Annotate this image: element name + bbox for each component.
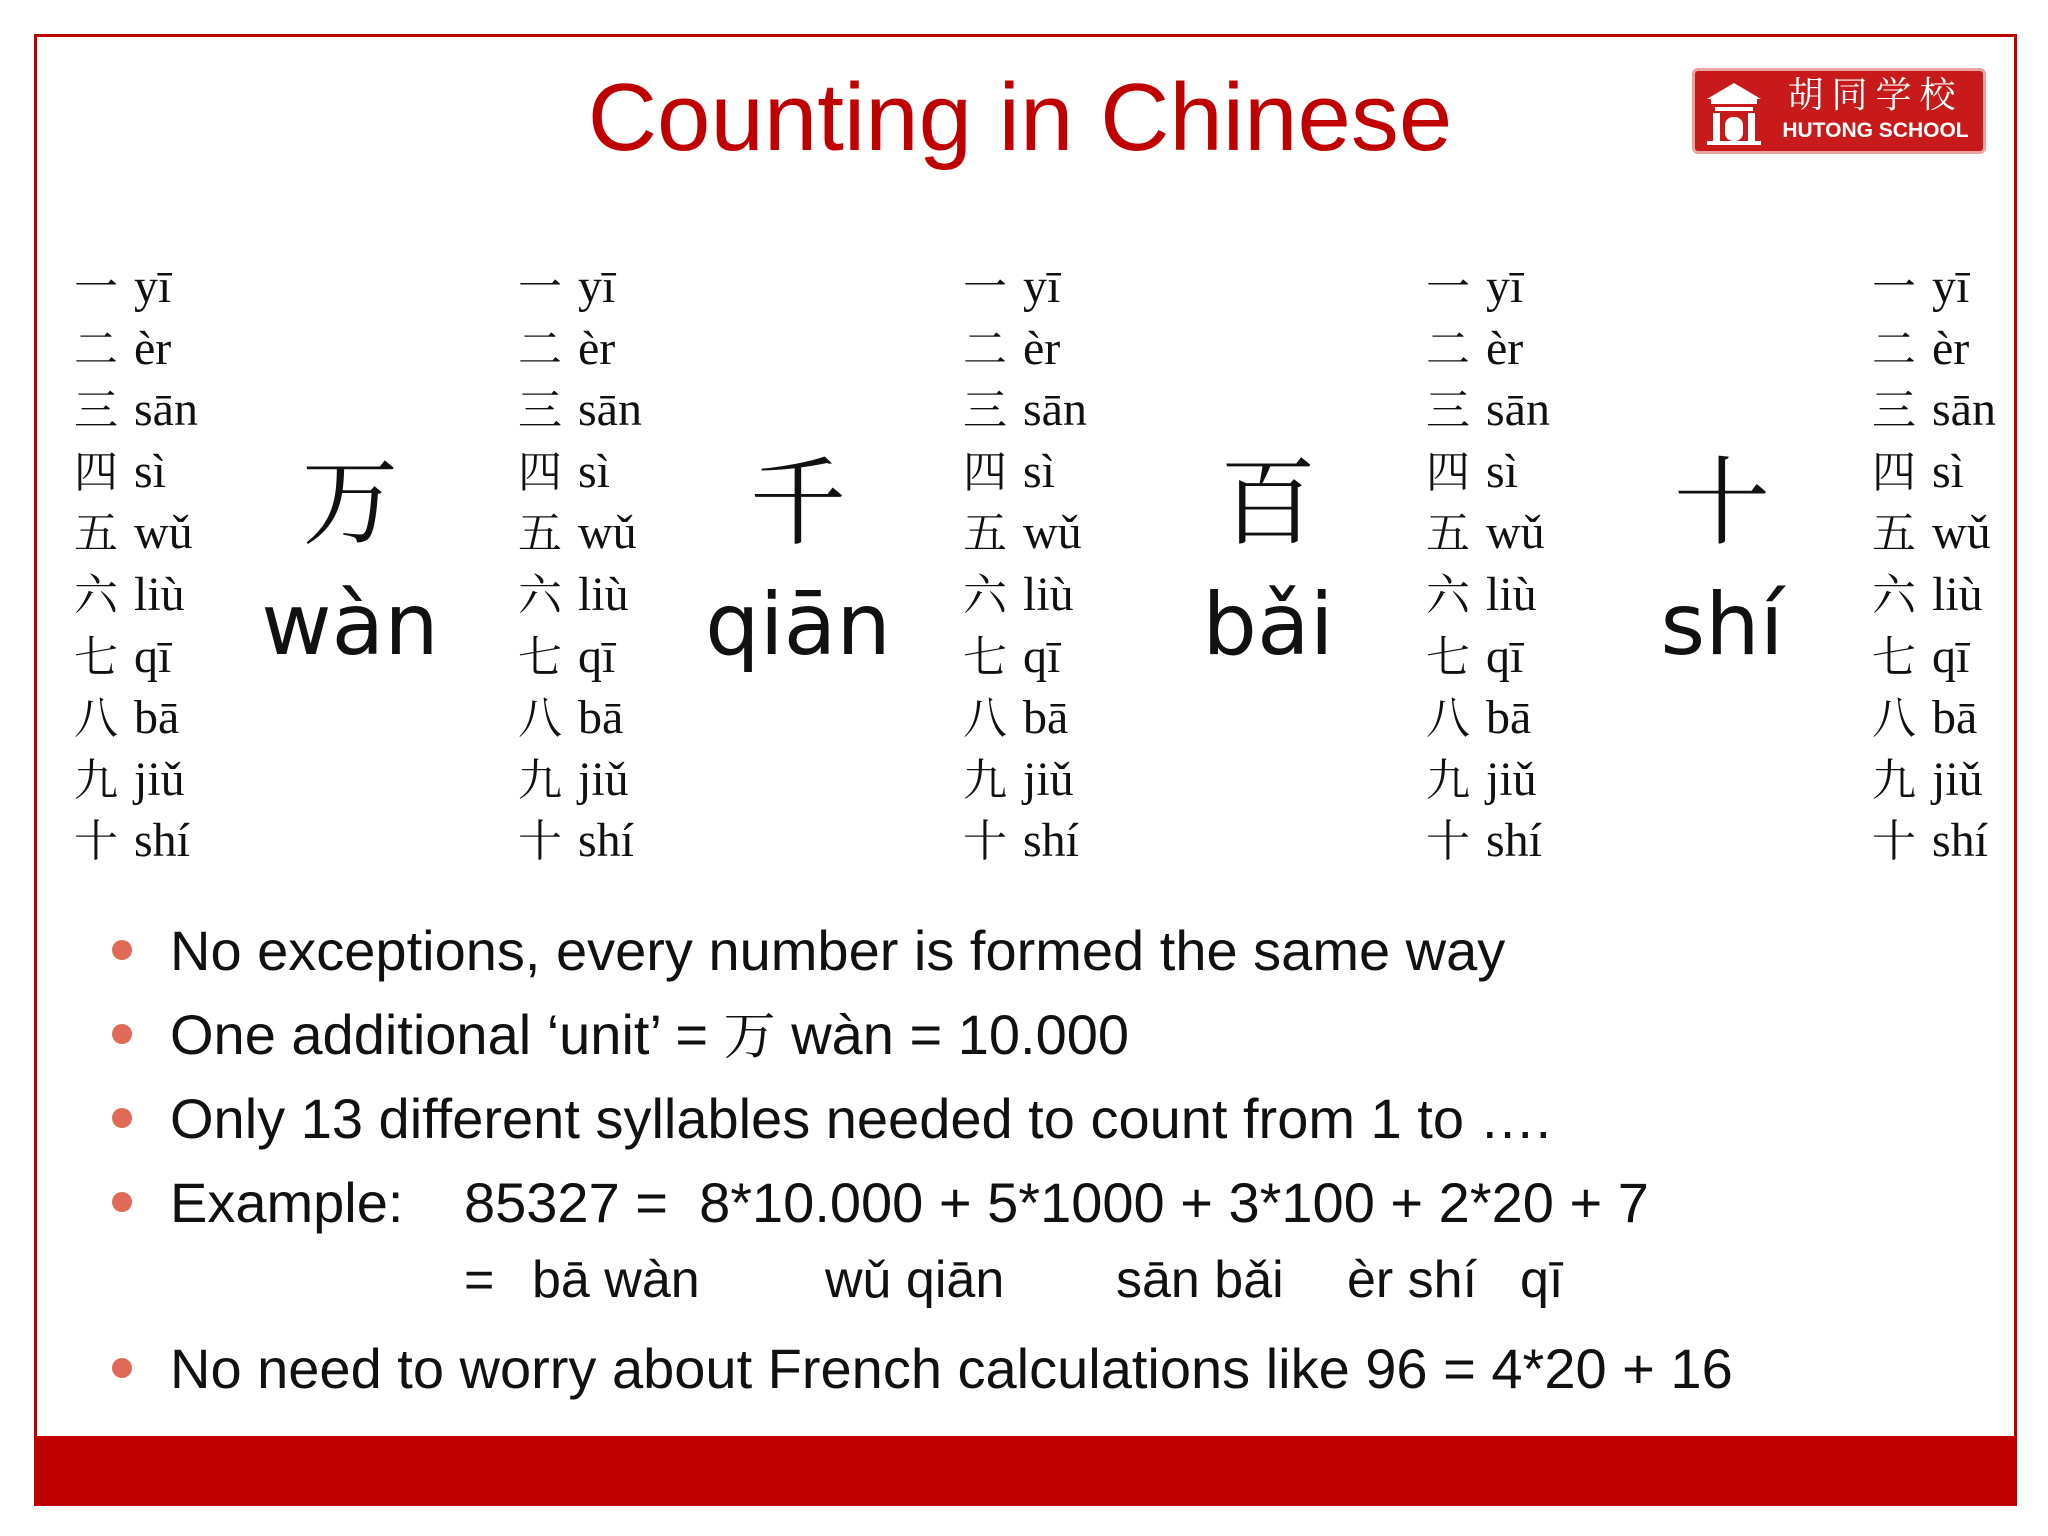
number-pinyin: sān <box>578 383 642 437</box>
number-hanzi: 六 <box>1426 569 1470 621</box>
number-pinyin: èr <box>1023 321 1061 375</box>
number-pinyin: sì <box>134 444 167 498</box>
number-list-row <box>963 441 1143 503</box>
number-pinyin: liù <box>1486 567 1537 621</box>
page-title: Counting in Chinese <box>587 64 1453 171</box>
bullet-2-han: 万 <box>723 1007 776 1067</box>
number-hanzi: 九 <box>1872 754 1916 806</box>
number-list-row <box>1426 687 1606 749</box>
number-list-row <box>963 379 1143 441</box>
number-list-row <box>518 810 698 872</box>
number-hanzi: 九 <box>963 754 1007 806</box>
number-list-row <box>1872 256 2048 318</box>
number-hanzi: 八 <box>1872 693 1916 745</box>
number-hanzi: 八 <box>74 693 118 745</box>
number-pinyin: jiǔ <box>1023 752 1074 806</box>
number-pinyin: liù <box>578 567 629 621</box>
number-list-row <box>518 687 698 749</box>
number-list-row <box>1872 564 2048 626</box>
number-list-row <box>74 626 254 688</box>
number-list-column <box>1872 256 2048 872</box>
number-hanzi: 三 <box>518 385 562 437</box>
number-list-column <box>518 256 698 872</box>
unit-hanzi: 十 <box>1674 447 1770 559</box>
bullet-5: No need to worry about French calculations like 96 = 4*20 + 16 <box>170 1337 1733 1400</box>
number-list-column <box>963 256 1143 872</box>
number-pinyin: èr <box>578 321 616 375</box>
number-hanzi: 八 <box>963 693 1007 745</box>
number-list-row <box>518 379 698 441</box>
number-pinyin: shí <box>1023 814 1080 868</box>
number-hanzi: 一 <box>963 262 1007 313</box>
number-pinyin: liù <box>134 567 185 621</box>
number-pinyin: sì <box>1932 444 1965 498</box>
number-list-row <box>74 564 254 626</box>
number-list-row <box>518 564 698 626</box>
number-hanzi: 五 <box>1872 508 1916 560</box>
number-list-row <box>963 256 1143 318</box>
example-part-bai: sān bǎi <box>1116 1251 1284 1309</box>
number-list-row <box>1426 564 1606 626</box>
number-pinyin: bā <box>1023 691 1069 745</box>
bottom-bar <box>34 1436 2017 1506</box>
number-pinyin: sān <box>1023 383 1087 437</box>
unit-pinyin: wàn <box>261 575 439 675</box>
number-pinyin: yī <box>1023 260 1061 313</box>
number-hanzi: 二 <box>74 323 118 375</box>
number-hanzi: 五 <box>1426 508 1470 560</box>
bullet-dot <box>112 1358 132 1378</box>
number-list-row <box>963 502 1143 564</box>
number-pinyin: yī <box>1486 260 1524 313</box>
number-hanzi: 二 <box>1872 323 1916 375</box>
number-list-row <box>1872 749 2048 811</box>
example-part-wan: bā wàn <box>532 1251 700 1309</box>
number-hanzi: 四 <box>1426 446 1470 498</box>
number-pinyin: jiǔ <box>1932 752 1983 806</box>
number-hanzi: 三 <box>74 385 118 437</box>
number-list-row <box>1872 441 2048 503</box>
number-hanzi: 四 <box>74 446 118 498</box>
number-pinyin: qī <box>1486 629 1524 683</box>
number-list-row <box>74 502 254 564</box>
number-hanzi: 六 <box>963 569 1007 621</box>
number-list-row <box>1872 687 2048 749</box>
number-hanzi: 一 <box>1426 262 1470 313</box>
number-list-row <box>518 318 698 380</box>
number-list-row <box>963 810 1143 872</box>
number-pinyin: jiǔ <box>134 752 185 806</box>
number-hanzi: 八 <box>1426 693 1470 745</box>
number-hanzi: 七 <box>1872 631 1916 683</box>
number-list-row <box>1426 379 1606 441</box>
number-list-row <box>1426 626 1606 688</box>
number-hanzi: 二 <box>1426 323 1470 375</box>
number-hanzi: 七 <box>74 631 118 683</box>
number-pinyin: bā <box>1486 691 1532 745</box>
number-pinyin: bā <box>134 691 180 745</box>
number-hanzi: 十 <box>518 816 562 868</box>
number-list-row <box>74 749 254 811</box>
number-list-row <box>74 318 254 380</box>
number-hanzi: 二 <box>963 323 1007 375</box>
number-list-row <box>1426 256 1606 318</box>
number-pinyin: sì <box>1486 444 1519 498</box>
number-list-row <box>963 749 1143 811</box>
unit-hanzi: 千 <box>750 447 846 559</box>
number-hanzi: 四 <box>518 446 562 498</box>
bullet-2-text-after: wàn = 10.000 <box>775 1003 1130 1066</box>
logo-chinese-text: 胡同学校 <box>1787 75 1964 116</box>
number-pinyin: qī <box>1023 629 1061 683</box>
number-list-row <box>518 502 698 564</box>
unit-hanzi: 百 <box>1220 447 1316 559</box>
number-pinyin: shí <box>134 814 191 868</box>
number-hanzi: 八 <box>518 693 562 745</box>
number-list-row <box>74 687 254 749</box>
number-pinyin: shí <box>1932 814 1989 868</box>
number-pinyin: wǔ <box>1023 506 1082 560</box>
number-hanzi: 一 <box>1872 262 1916 313</box>
number-list-row <box>1426 749 1606 811</box>
number-list-row <box>74 379 254 441</box>
bullet-dot <box>112 1024 132 1044</box>
number-hanzi: 六 <box>74 569 118 621</box>
number-pinyin: liù <box>1023 567 1074 621</box>
number-pinyin: yī <box>134 260 172 313</box>
number-pinyin: sān <box>1932 383 1996 437</box>
hutong-school-logo <box>1692 68 1986 154</box>
number-hanzi: 五 <box>518 508 562 560</box>
number-hanzi: 一 <box>518 262 562 313</box>
number-hanzi: 四 <box>963 446 1007 498</box>
number-list-row <box>1872 379 2048 441</box>
number-pinyin: wǔ <box>578 506 637 560</box>
number-pinyin: èr <box>134 321 172 375</box>
number-list-row <box>963 626 1143 688</box>
number-list-row <box>518 749 698 811</box>
bullet-4-equation: 85327 = 8*10.000 + 5*1000 + 3*100 + 2*20 + 7 <box>464 1171 1649 1234</box>
number-list-row <box>1426 810 1606 872</box>
number-list-row <box>963 687 1143 749</box>
bullet-2 <box>170 1000 1129 1072</box>
number-list-row <box>518 626 698 688</box>
number-pinyin: sì <box>578 444 611 498</box>
example-part-ones: qī <box>1520 1251 1564 1309</box>
number-hanzi: 十 <box>1426 816 1470 868</box>
number-pinyin: wǔ <box>1486 506 1545 560</box>
number-pinyin: èr <box>1486 321 1524 375</box>
number-hanzi: 四 <box>1872 446 1916 498</box>
number-pinyin: sì <box>1023 444 1056 498</box>
number-list-row <box>1426 318 1606 380</box>
logo-english-text: HUTONG SCHOOL <box>1782 119 1969 142</box>
number-hanzi: 一 <box>74 262 118 313</box>
number-list-row <box>518 256 698 318</box>
number-pinyin: jiǔ <box>578 752 629 806</box>
number-pinyin: wǔ <box>1932 506 1991 560</box>
number-hanzi: 九 <box>518 754 562 806</box>
number-list-row <box>963 318 1143 380</box>
number-hanzi: 六 <box>518 569 562 621</box>
bullet-dot <box>112 1108 132 1128</box>
number-list-column <box>74 256 254 872</box>
bullet-1: No exceptions, every number is formed the same way <box>170 919 1506 982</box>
number-pinyin: yī <box>578 260 616 313</box>
number-list-row <box>1872 810 2048 872</box>
number-pinyin: bā <box>578 691 624 745</box>
number-pinyin: sān <box>134 383 198 437</box>
number-hanzi: 十 <box>74 816 118 868</box>
number-hanzi: 三 <box>1426 385 1470 437</box>
unit-pinyin: bǎi <box>1202 575 1334 675</box>
number-hanzi: 三 <box>1872 385 1916 437</box>
number-list-row <box>74 256 254 318</box>
example-equals: = <box>464 1251 495 1309</box>
number-pinyin: shí <box>578 814 635 868</box>
number-hanzi: 七 <box>518 631 562 683</box>
number-list-row <box>1872 318 2048 380</box>
number-pinyin: shí <box>1486 814 1543 868</box>
example-part-qian: wǔ qiān <box>825 1251 1005 1309</box>
number-hanzi: 五 <box>74 508 118 560</box>
number-pinyin: jiǔ <box>1486 752 1537 806</box>
bullet-dot <box>112 940 132 960</box>
number-list-row <box>1426 502 1606 564</box>
number-hanzi: 十 <box>1872 816 1916 868</box>
number-hanzi: 七 <box>963 631 1007 683</box>
example-part-shi: èr shí <box>1347 1251 1478 1309</box>
number-pinyin: qī <box>134 629 172 683</box>
number-list-row <box>963 564 1143 626</box>
unit-pinyin: qiān <box>705 575 891 675</box>
number-list-row <box>1872 502 2048 564</box>
number-pinyin: qī <box>1932 629 1970 683</box>
number-pinyin: yī <box>1932 260 1970 313</box>
bullet-2-text-before: One additional ‘unit’ = <box>170 1003 724 1066</box>
number-hanzi: 九 <box>1426 754 1470 806</box>
unit-hanzi: 万 <box>302 447 398 559</box>
unit-pinyin: shí <box>1660 575 1784 675</box>
bullet-dot <box>112 1192 132 1212</box>
number-hanzi: 五 <box>963 508 1007 560</box>
number-list-row <box>1872 626 2048 688</box>
number-list-row <box>74 441 254 503</box>
number-pinyin: èr <box>1932 321 1970 375</box>
number-hanzi: 三 <box>963 385 1007 437</box>
bullet-4-label: Example: <box>170 1171 404 1234</box>
number-pinyin: sān <box>1486 383 1550 437</box>
number-pinyin: qī <box>578 629 616 683</box>
number-list-row <box>1426 441 1606 503</box>
number-hanzi: 十 <box>963 816 1007 868</box>
number-list-row <box>74 810 254 872</box>
gate-icon <box>1703 77 1765 147</box>
number-pinyin: liù <box>1932 567 1983 621</box>
number-hanzi: 七 <box>1426 631 1470 683</box>
bullet-3: Only 13 different syllables needed to count from 1 to …. <box>170 1087 1552 1150</box>
number-pinyin: bā <box>1932 691 1978 745</box>
number-hanzi: 九 <box>74 754 118 806</box>
number-list-row <box>518 441 698 503</box>
number-pinyin: wǔ <box>134 506 193 560</box>
number-hanzi: 六 <box>1872 569 1916 621</box>
number-list-column <box>1426 256 1606 872</box>
number-hanzi: 二 <box>518 323 562 375</box>
